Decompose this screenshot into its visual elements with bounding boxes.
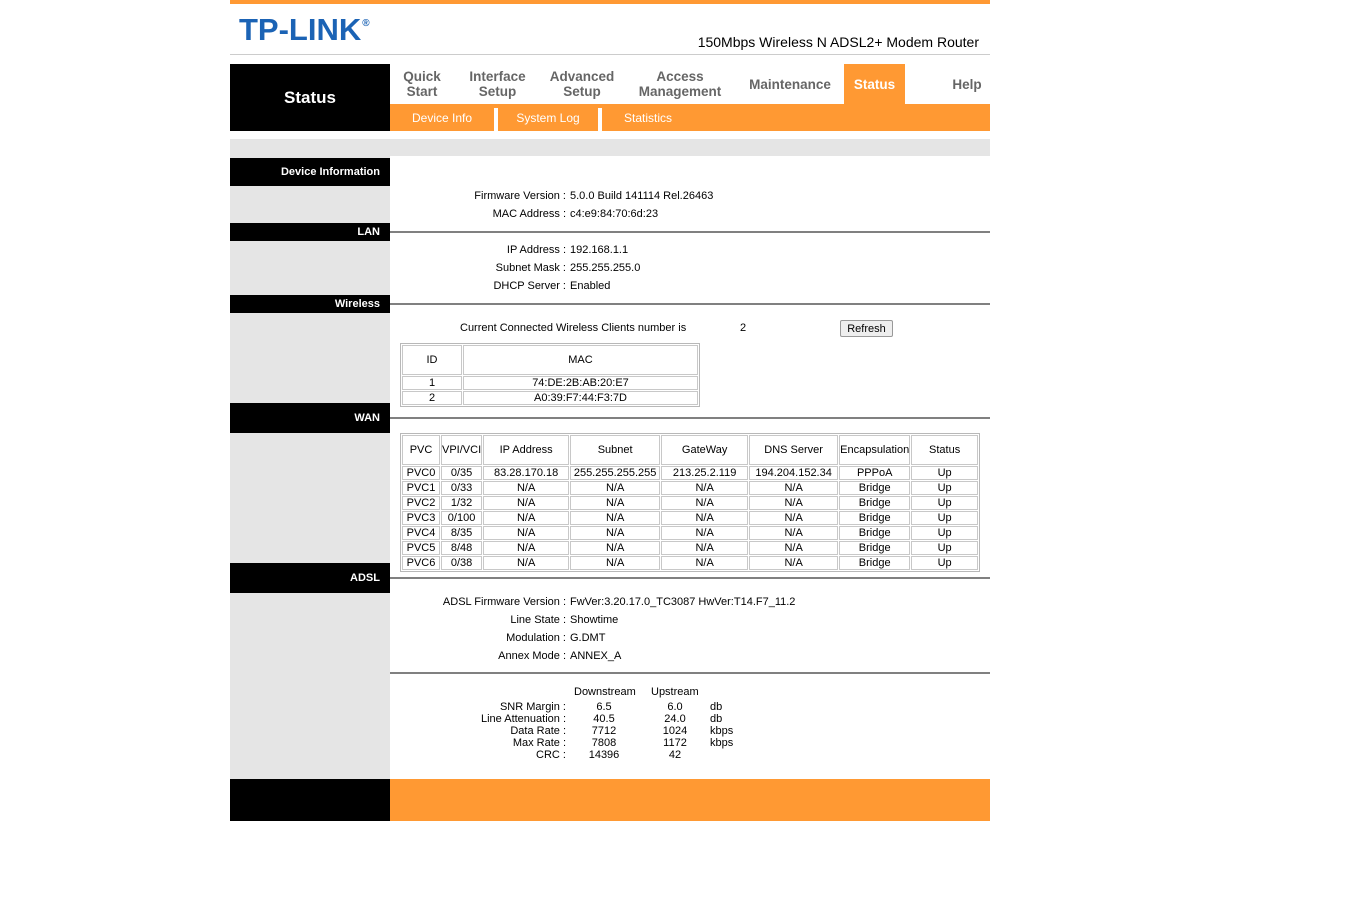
wan-cell-ip-address: N/A <box>483 541 569 555</box>
table-row <box>402 541 978 555</box>
adsl-firmware-value: FwVer:3.20.17.0_TC3087 HwVer:T14.F7_11.2 <box>570 596 796 608</box>
wireless-clients-label: Current Connected Wireless Clients number is <box>460 322 687 334</box>
wireless-clients-table <box>400 343 700 407</box>
wan-cell-subnet: N/A <box>570 496 660 510</box>
wan-cell-encapsulation: Bridge <box>839 496 910 510</box>
subnav-device-info[interactable]: Device Info <box>411 110 473 125</box>
section-divider <box>390 231 990 233</box>
adsl-firmware-label: ADSL Firmware Version : <box>442 596 566 608</box>
line-state-value: Showtime <box>570 614 619 626</box>
table-row <box>402 511 978 525</box>
wan-cell-pvc: PVC1 <box>402 481 440 495</box>
client-id: 1 <box>402 376 462 390</box>
wan-cell-vpi-vci: 0/38 <box>441 556 482 570</box>
section-device-information: Device Information <box>230 158 390 186</box>
firmware-version-label: Firmware Version : <box>474 190 566 202</box>
wan-cell-pvc: PVC6 <box>402 556 440 570</box>
wan-cell-dns-server: N/A <box>749 556 838 570</box>
logo-text: TP-LINK <box>239 12 362 47</box>
wan-cell-encapsulation: Bridge <box>839 526 910 540</box>
wan-cell-ip-address: N/A <box>483 481 569 495</box>
wan-cell-encapsulation: Bridge <box>839 541 910 555</box>
client-mac: 74:DE:2B:AB:20:E7 <box>463 376 698 390</box>
wan-cell-pvc: PVC0 <box>402 466 440 480</box>
stat-upstream: 6.0 <box>667 701 683 713</box>
footer-left <box>230 779 390 821</box>
annex-mode-label: Annex Mode : <box>498 650 566 662</box>
wan-cell-gateway: N/A <box>661 511 748 525</box>
wan-cell-pvc: PVC5 <box>402 541 440 555</box>
content-top-bar <box>230 139 990 156</box>
wan-cell-vpi-vci: 0/33 <box>441 481 482 495</box>
stat-unit: db <box>710 701 723 713</box>
stat-upstream: 1172 <box>663 737 687 749</box>
dhcp-server-label: DHCP Server : <box>493 280 566 292</box>
nav-interface-setup[interactable]: Interface Setup <box>469 69 526 99</box>
wan-cell-status: Up <box>911 526 978 540</box>
footer-right <box>390 779 990 821</box>
wan-cell-dns-server: N/A <box>749 496 838 510</box>
lan-ip-value: 192.168.1.1 <box>570 244 629 256</box>
wan-table-body <box>402 466 978 570</box>
upstream-header: Upstream <box>651 686 699 698</box>
section-divider <box>390 303 990 305</box>
stat-label: Data Rate : <box>510 725 566 737</box>
col-header-pvc: PVC <box>402 435 440 465</box>
mac-address-label: MAC Address : <box>492 208 566 220</box>
client-id: 2 <box>402 391 462 405</box>
stat-unit: db <box>710 713 723 725</box>
wan-cell-subnet: N/A <box>570 556 660 570</box>
wan-cell-pvc: PVC3 <box>402 511 440 525</box>
wan-cell-status: Up <box>911 511 978 525</box>
stat-downstream: 40.5 <box>593 713 615 725</box>
table-row <box>402 481 978 495</box>
nav-advanced-setup[interactable]: Advanced Setup <box>549 69 615 99</box>
stat-unit: kbps <box>710 737 734 749</box>
mac-address-value: c4:e9:84:70:6d:23 <box>570 208 659 220</box>
stat-unit: kbps <box>710 725 734 737</box>
wan-cell-status: Up <box>911 556 978 570</box>
section-divider <box>390 417 990 419</box>
col-header-gateway: GateWay <box>661 435 748 465</box>
wan-cell-status: Up <box>911 496 978 510</box>
wan-cell-subnet: N/A <box>570 511 660 525</box>
table-row <box>402 466 978 480</box>
main-nav <box>390 64 990 104</box>
stat-label: Max Rate : <box>512 737 566 749</box>
wan-cell-ip-address: N/A <box>483 526 569 540</box>
downstream-header: Downstream <box>574 686 636 698</box>
wan-cell-ip-address: N/A <box>483 556 569 570</box>
section-divider <box>390 577 990 579</box>
lan-ip-label: IP Address : <box>506 244 566 256</box>
nav-access-management[interactable]: Access Management <box>638 69 722 99</box>
wan-cell-vpi-vci: 0/100 <box>441 511 482 525</box>
table-row <box>402 556 978 570</box>
table-header-row <box>402 345 698 375</box>
stat-downstream: 6.5 <box>596 701 612 713</box>
wan-cell-encapsulation: Bridge <box>839 481 910 495</box>
wan-cell-ip-address: N/A <box>483 511 569 525</box>
table-row <box>402 391 698 405</box>
side-title: Status <box>230 64 390 131</box>
wan-cell-subnet: 255.255.255.255 <box>570 466 660 480</box>
stat-label: CRC : <box>536 749 566 761</box>
section-lan: LAN <box>230 223 390 241</box>
lan-mask-label: Subnet Mask : <box>495 262 566 274</box>
wan-cell-gateway: 213.25.2.119 <box>661 466 748 480</box>
table-header-row <box>402 435 978 465</box>
section-divider <box>390 672 990 674</box>
modulation-value: G.DMT <box>570 632 606 644</box>
top-accent-bar <box>230 0 990 4</box>
wireless-clients-count: 2 <box>740 322 747 334</box>
col-header-status: Status <box>911 435 978 465</box>
nav-status[interactable]: Status <box>844 64 905 104</box>
line-state-label: Line State : <box>510 614 566 626</box>
refresh-button[interactable]: Refresh <box>840 320 893 337</box>
table-row <box>402 526 978 540</box>
wan-cell-vpi-vci: 8/35 <box>441 526 482 540</box>
wan-table <box>400 433 980 572</box>
header-divider <box>230 54 990 55</box>
wan-cell-pvc: PVC2 <box>402 496 440 510</box>
wan-cell-status: Up <box>911 541 978 555</box>
wan-cell-vpi-vci: 1/32 <box>441 496 482 510</box>
wan-cell-ip-address: 83.28.170.18 <box>483 466 569 480</box>
wan-cell-subnet: N/A <box>570 541 660 555</box>
table-row <box>402 496 978 510</box>
stat-downstream: 14396 <box>588 749 620 761</box>
wan-cell-dns-server: N/A <box>749 481 838 495</box>
col-header-vpi-vci: VPI/VCI <box>441 435 482 465</box>
wan-cell-dns-server: N/A <box>749 526 838 540</box>
col-header-mac: MAC <box>463 345 698 375</box>
wan-cell-gateway: N/A <box>661 496 748 510</box>
col-header-ip-address: IP Address <box>483 435 569 465</box>
modulation-label: Modulation : <box>506 632 566 644</box>
col-header-id: ID <box>402 345 462 375</box>
section-wan: WAN <box>230 403 390 433</box>
wan-cell-dns-server: N/A <box>749 541 838 555</box>
nav-help[interactable]: Help <box>952 76 982 92</box>
firmware-version-value: 5.0.0 Build 141114 Rel.26463 <box>570 190 714 202</box>
wan-cell-encapsulation: Bridge <box>839 511 910 525</box>
wan-cell-status: Up <box>911 481 978 495</box>
stat-upstream: 1024 <box>662 725 688 737</box>
subnav-system-log[interactable]: System Log <box>516 110 580 125</box>
stat-label: Line Attenuation : <box>480 713 566 725</box>
wan-cell-pvc: PVC4 <box>402 526 440 540</box>
wan-cell-dns-server: 194.204.152.34 <box>749 466 838 480</box>
wan-cell-encapsulation: Bridge <box>839 556 910 570</box>
stat-upstream: 24.0 <box>664 713 686 725</box>
table-row <box>402 376 698 390</box>
stat-upstream: 42 <box>668 749 682 761</box>
wan-cell-ip-address: N/A <box>483 496 569 510</box>
wan-cell-vpi-vci: 0/35 <box>441 466 482 480</box>
wan-cell-subnet: N/A <box>570 481 660 495</box>
stat-downstream: 7712 <box>591 725 617 737</box>
wan-cell-dns-server: N/A <box>749 511 838 525</box>
col-header-encapsulation: Encapsulation <box>839 435 910 465</box>
wan-cell-gateway: N/A <box>661 481 748 495</box>
section-adsl: ADSL <box>230 563 390 593</box>
wan-cell-status: Up <box>911 466 978 480</box>
wan-cell-vpi-vci: 8/48 <box>441 541 482 555</box>
stat-label: SNR Margin : <box>499 701 566 713</box>
wan-cell-gateway: N/A <box>661 526 748 540</box>
annex-mode-value: ANNEX_A <box>570 650 622 662</box>
tp-link-logo <box>239 12 369 48</box>
col-header-subnet: Subnet <box>570 435 660 465</box>
product-name: 150Mbps Wireless N ADSL2+ Modem Router <box>697 34 979 50</box>
wan-cell-encapsulation: PPPoA <box>839 466 910 480</box>
wan-cell-subnet: N/A <box>570 526 660 540</box>
lan-mask-value: 255.255.255.0 <box>570 262 641 274</box>
sub-nav <box>390 104 990 131</box>
nav-quick-start[interactable]: Quick Start <box>403 69 441 99</box>
nav-maintenance[interactable]: Maintenance <box>749 76 831 92</box>
dhcp-server-value: Enabled <box>570 280 611 292</box>
stat-downstream: 7808 <box>591 737 617 749</box>
subnav-statistics[interactable]: Statistics <box>623 110 672 125</box>
client-mac: A0:39:F7:44:F3:7D <box>463 391 698 405</box>
registered-mark: ® <box>362 18 370 29</box>
wan-cell-gateway: N/A <box>661 541 748 555</box>
section-wireless: Wireless <box>230 295 390 313</box>
wan-cell-gateway: N/A <box>661 556 748 570</box>
col-header-dns-server: DNS Server <box>749 435 838 465</box>
